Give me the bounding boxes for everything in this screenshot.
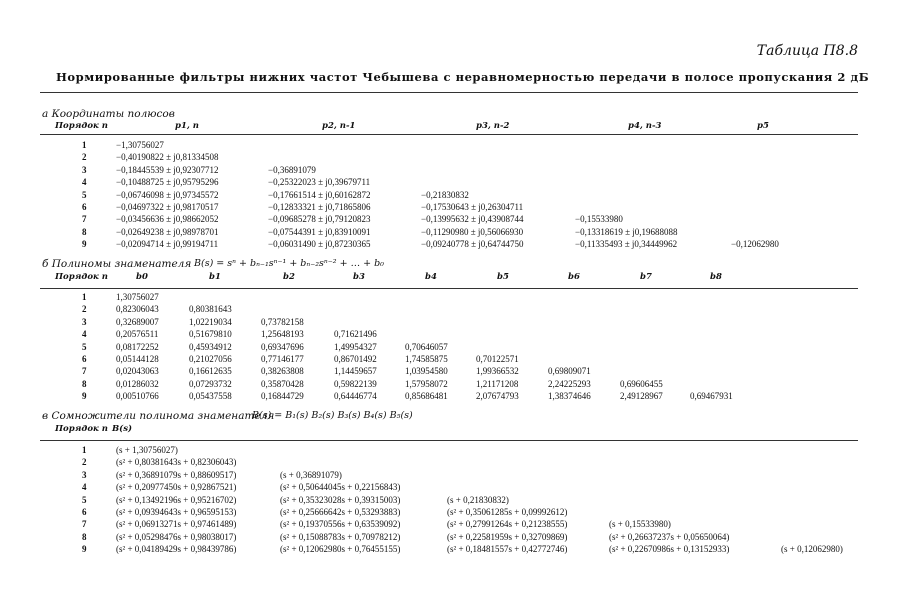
table-cell: 1,25648193 [261,329,304,340]
section-c-formula: B(s) = B₁(s) B₂(s) B₃(s) B₄(s) B₅(s) [252,410,413,421]
row-order: 9 [82,391,87,402]
table-cell: (s² + 0,80381643s + 0,82306043) [116,457,237,468]
section-b-col-b7: b7 [640,272,652,282]
top-rule [40,92,858,93]
table-cell: 0,85686481 [405,391,448,402]
table-cell: (s² + 0,25666642s + 0,53293883) [280,507,401,517]
table-cell: −0,02649238 ± j0,98978701 [116,226,219,237]
table-cell: (s² + 0,15088783s + 0,70978212) [280,531,401,542]
row-order: 7 [82,519,87,530]
table-cell: −0,25322023 ± j0,39679711 [268,177,371,188]
table-cell: 1,03954580 [405,366,448,377]
row-order: 1 [82,292,87,302]
table-cell: −0,36891079 [268,164,316,175]
table-cell: (s + 0,36891079) [280,469,342,480]
table-cell: 1,74585875 [405,354,448,364]
table-cell: −0,15533980 [575,214,623,225]
section-c-rule [40,440,858,441]
row-order: 9 [82,544,87,555]
section-a-order-label: Порядок n [55,121,108,131]
row-order: 2 [82,152,87,163]
section-c-title: в Сомножители полинома знаменателя [42,410,275,422]
table-cell: −0,40190822 ± j0,81334508 [116,152,219,163]
table-cell: 1,14459657 [334,366,377,377]
page-title: Нормированные фильтры нижних частот Чебышева с неравномерностью передачи в полосе пропускания 2 дБ [56,70,870,84]
table-cell: 0,71621496 [334,329,377,340]
section-b-col-b8: b8 [710,272,722,282]
table-cell: 0,64446774 [334,391,377,402]
section-b-order-label: Порядок n [55,272,108,282]
table-cell: −0,17661514 ± j0,60162872 [268,189,371,200]
row-order: 6 [82,507,87,517]
section-b-title: б Полиномы знаменателя [42,258,192,270]
table-cell: 1,21171208 [476,378,519,389]
table-cell: (s² + 0,04189429s + 0,98439786) [116,544,237,555]
table-cell: (s² + 0,22581959s + 0,32709869) [447,531,568,542]
section-b-col-b3: b3 [353,272,365,282]
row-order: 3 [82,164,87,175]
section-a-col-p5: p5 [757,121,769,131]
row-order: 4 [82,177,87,188]
table-cell: 0,05437558 [189,391,232,402]
table-cell: 1,99366532 [476,366,519,377]
table-cell: (s² + 0,27991264s + 0,21238555) [447,519,568,530]
row-order: 8 [82,226,87,237]
table-cell: 1,38374646 [548,391,591,402]
table-cell: 0,00510766 [116,391,159,402]
table-cell: (s² + 0,26637237s + 0,05650064) [609,531,730,542]
row-order: 4 [82,482,87,493]
section-b-formula: B(s) = sⁿ + bₙ₋₁sⁿ⁻¹ + bₙ₋₂sⁿ⁻² + … + b₀ [194,258,384,269]
table-cell: (s² + 0,22670986s + 0,13152933) [609,544,730,555]
table-cell: −0,09240778 ± j0,64744750 [421,239,524,250]
table-cell: 0,08172252 [116,341,159,352]
table-cell: −0,07544391 ± j0,83910091 [268,226,371,237]
table-cell: −0,13995632 ± j0,43908744 [421,214,524,225]
table-cell: 1,49954327 [334,341,377,352]
table-cell: 0,80381643 [189,304,232,315]
table-cell: 0,02043063 [116,366,159,377]
table-cell: 0,69347696 [261,341,304,352]
table-cell: −0,11290980 ± j0,56066930 [421,226,524,237]
row-order: 6 [82,354,87,364]
table-cell: (s² + 0,06913271s + 0,97461489) [116,519,237,530]
row-order: 1 [82,445,87,455]
section-a-col-p1: p1, n [175,121,199,131]
table-cell: −0,21830832 [421,189,469,200]
table-cell: 0,16844729 [261,391,304,402]
section-a-title: а Координаты полюсов [42,108,175,120]
table-cell: 2,49128967 [620,391,663,402]
section-a-col-p3: p3, n-2 [476,121,510,131]
table-cell: 0,32689007 [116,316,159,327]
section-b-col-b5: b5 [497,272,509,282]
table-cell: (s + 0,15533980) [609,519,671,530]
table-cell: 0,70122571 [476,354,519,364]
table-cell: 0,69606455 [620,378,663,389]
table-cell: −0,03456636 ± j0,98662052 [116,214,219,225]
table-cell: (s² + 0,20977450s + 0,92867521) [116,482,237,493]
table-cell: 0,59822139 [334,378,377,389]
table-cell: −0,11335493 ± j0,34449962 [575,239,678,250]
row-order: 6 [82,202,87,212]
row-order: 2 [82,457,87,468]
table-cell: 0,16612635 [189,366,232,377]
section-b-rule [40,288,858,289]
table-cell: 0,70646057 [405,341,448,352]
table-cell: −0,13318619 ± j0,19688088 [575,226,678,237]
row-order: 3 [82,469,87,480]
table-cell: 0,38263808 [261,366,304,377]
row-order: 8 [82,378,87,389]
table-cell: −0,12062980 [731,239,779,250]
table-cell: (s² + 0,12062980s + 0,76455155) [280,544,401,555]
section-b-col-b4: b4 [425,272,437,282]
table-cell: 0,20576511 [116,329,159,340]
table-cell: (s² + 0,35323028s + 0,39315003) [280,494,401,505]
table-cell: (s² + 0,05298476s + 0,98038017) [116,531,237,542]
table-cell: 0,82306043 [116,304,159,315]
section-a-col-p2: p2, n-1 [322,121,356,131]
row-order: 9 [82,239,87,250]
section-b-col-b1: b1 [209,272,221,282]
table-cell: −1,30756027 [116,140,164,150]
row-order: 4 [82,329,87,340]
row-order: 3 [82,316,87,327]
table-cell: −0,02094714 ± j0,99194711 [116,239,219,250]
section-b-col-b6: b6 [568,272,580,282]
row-order: 8 [82,531,87,542]
section-a-rule [40,134,858,135]
table-cell: (s + 1,30756027) [116,445,178,455]
table-cell: −0,18445539 ± j0,92307712 [116,164,219,175]
section-b-col-b2: b2 [283,272,295,282]
table-cell: 0,51679810 [189,329,232,340]
row-order: 5 [82,189,87,200]
table-cell: 1,02219034 [189,316,232,327]
table-cell: (s + 0,21830832) [447,494,509,505]
table-cell: 1,30756027 [116,292,159,302]
row-order: 2 [82,304,87,315]
table-cell: 2,07674793 [476,391,519,402]
table-cell: 0,69467931 [690,391,733,402]
table-cell: −0,10488725 ± j0,95795296 [116,177,219,188]
table-cell: (s² + 0,35061285s + 0,09992612) [447,507,568,517]
row-order: 5 [82,494,87,505]
table-cell: 0,69809071 [548,366,591,377]
table-cell: 0,86701492 [334,354,377,364]
table-cell: −0,06031490 ± j0,87230365 [268,239,371,250]
table-cell: −0,12833321 ± j0,71865806 [268,202,371,212]
section-c-order-label: Порядок n [55,424,108,434]
row-order: 7 [82,214,87,225]
table-cell: 1,57958072 [405,378,448,389]
table-cell: 2,24225293 [548,378,591,389]
table-cell: −0,06746098 ± j0,97345572 [116,189,219,200]
table-cell: (s² + 0,09394643s + 0,96595153) [116,507,237,517]
row-order: 5 [82,341,87,352]
table-cell: 0,21027056 [189,354,232,364]
table-label: Таблица П8.8 [756,43,858,59]
table-cell: (s² + 0,18481557s + 0,42772746) [447,544,568,555]
table-cell: 0,77146177 [261,354,304,364]
row-order: 1 [82,140,87,150]
table-cell: (s² + 0,50644045s + 0,22156843) [280,482,401,493]
table-cell: 0,73782158 [261,316,304,327]
row-order: 7 [82,366,87,377]
table-cell: −0,04697322 ± j0,98170517 [116,202,219,212]
table-cell: −0,09685278 ± j0,79120823 [268,214,371,225]
section-a-col-p4: p4, n-3 [628,121,662,131]
table-cell: (s + 0,12062980) [781,544,843,555]
table-cell: 0,35870428 [261,378,304,389]
section-c-col-bs: B(s) [112,424,133,434]
section-b-col-b0: b0 [136,272,148,282]
table-cell: 0,07293732 [189,378,232,389]
table-cell: (s² + 0,19370556s + 0,63539092) [280,519,401,530]
table-cell: 0,45934912 [189,341,232,352]
table-cell: (s² + 0,13492196s + 0,95216702) [116,494,237,505]
table-cell: 0,05144128 [116,354,159,364]
table-cell: (s² + 0,36891079s + 0,88609517) [116,469,237,480]
table-cell: −0,17530643 ± j0,26304711 [421,202,524,212]
table-cell: 0,01286032 [116,378,159,389]
